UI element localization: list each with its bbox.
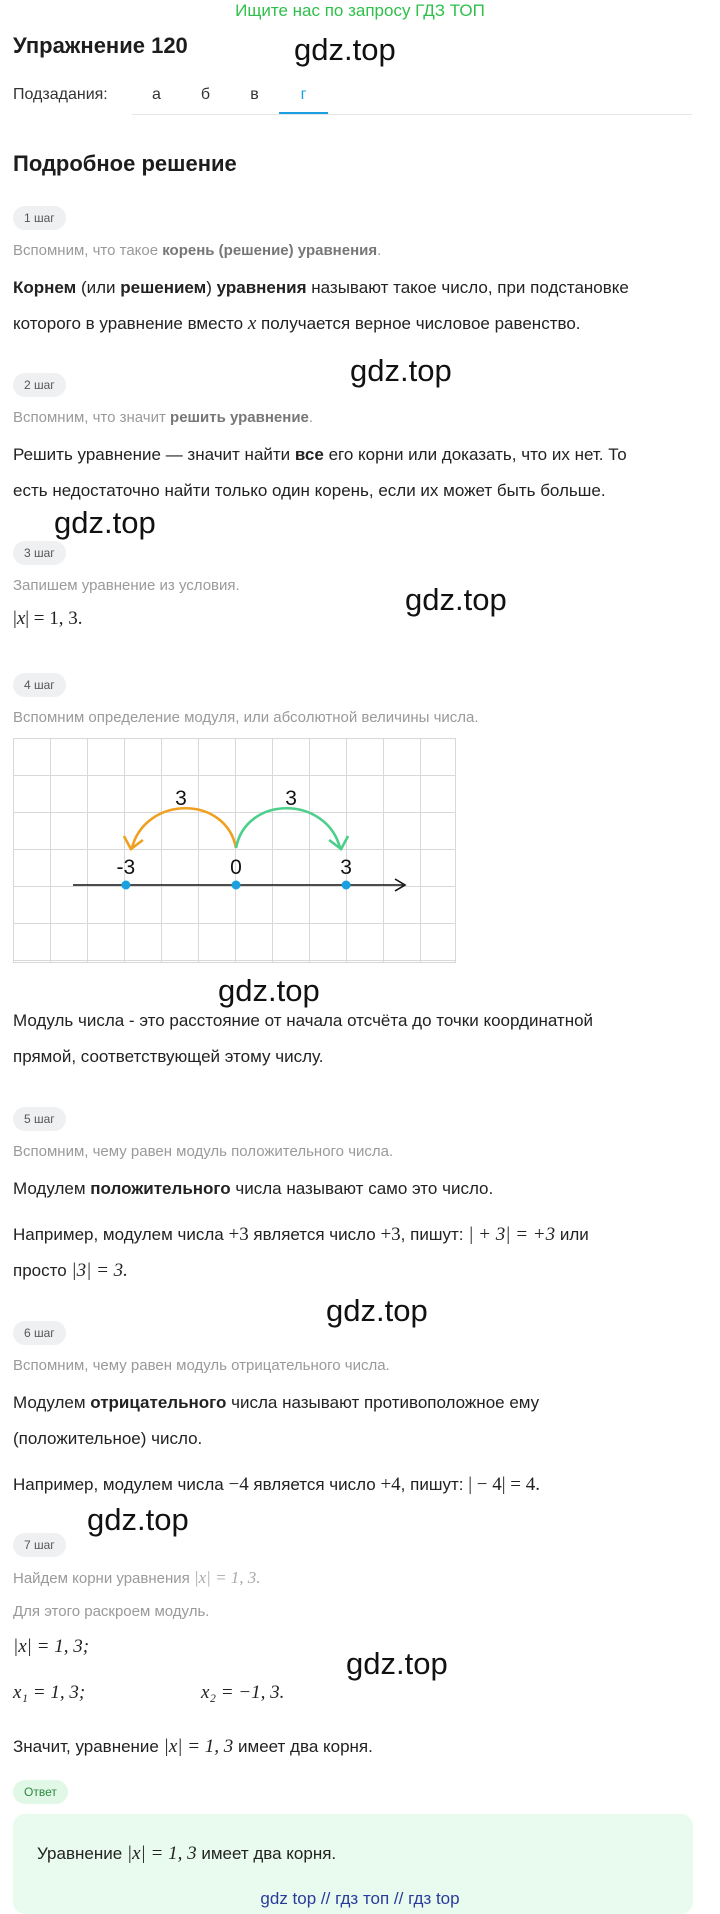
step-5-chip: 5 шаг — [13, 1107, 66, 1131]
step-7-conclusion: Значит, уравнение |x| = 1, 3 имеет два корня. — [13, 1736, 373, 1757]
step-5-text-2: Например, модулем числа +3 является число +3, пишут: | + 3| = +3 или просто |3| = 3. — [13, 1224, 589, 1281]
step-2-hint: Вспомним, что значит решить уравнение. — [13, 409, 314, 426]
answer-chip: Ответ — [13, 1780, 68, 1804]
step-2-text: Решить уравнение — значит найти все его корни или доказать, что их нет. То есть недостаточно найти только один корень, если их может быть больше. — [13, 445, 627, 500]
step-7-chip: 7 шаг — [13, 1533, 66, 1557]
step-3-chip: 3 шаг — [13, 541, 66, 565]
step-7-hint-2: Для этого раскроем модуль. — [13, 1603, 210, 1620]
point-dot — [121, 881, 130, 890]
tab-a[interactable]: а — [152, 86, 161, 103]
exercise-title: Упражнение 120 — [13, 33, 188, 58]
step-7-eq-2-left: x₁ = 1, 3; — [13, 1682, 86, 1703]
top-banner[interactable]: Ищите нас по запросу ГДЗ ТОП — [235, 1, 485, 20]
step-5-hint: Вспомним, чему равен модуль положительного числа. — [13, 1143, 394, 1160]
watermark: gdz.top — [294, 32, 396, 67]
tab-v[interactable]: в — [250, 86, 259, 103]
step-6-hint: Вспомним, чему равен модуль отрицательного числа. — [13, 1357, 390, 1374]
point-dot — [342, 881, 351, 890]
right-arc-label: 3 — [285, 787, 297, 810]
right-arc — [236, 808, 340, 848]
watermark: gdz.top — [87, 1502, 189, 1537]
subtasks-label: Подзадания: — [13, 86, 108, 103]
step-5-text-1: Модулем положительного числа называют само это число. — [13, 1179, 494, 1198]
point-label: -3 — [116, 856, 136, 879]
footer-links[interactable]: gdz top // гдз топ // гдз top — [260, 1889, 460, 1908]
left-arc — [132, 808, 236, 848]
step-6-text-1: Модулем отрицательного числа называют противоположное ему (положительное) число. — [13, 1393, 540, 1448]
step-6-text-2: Например, модулем числа −4 является число +4, пишут: | − 4| = 4. — [13, 1474, 540, 1495]
watermark: gdz.top — [350, 353, 452, 388]
watermark: gdz.top — [326, 1293, 428, 1328]
step-1-hint: Вспомним, что такое корень (решение) уравнения. — [13, 242, 382, 259]
tabs-divider — [132, 114, 692, 115]
tab-g[interactable]: г — [279, 78, 328, 114]
watermark: gdz.top — [405, 582, 507, 617]
point-dot — [232, 881, 241, 890]
step-6-chip: 6 шаг — [13, 1321, 66, 1345]
step-3-equation: |x| = 1, 3. — [13, 608, 83, 629]
watermark: gdz.top — [218, 973, 320, 1008]
step-4-text: Модуль числа - это расстояние от начала отсчёта до точки координатной прямой, соответствующей этому числу. — [13, 1011, 594, 1066]
left-arc-label: 3 — [175, 787, 187, 810]
step-7-eq-1: |x| = 1, 3; — [13, 1636, 90, 1657]
step-4-hint: Вспомним определение модуля, или абсолютной величины числа. — [13, 709, 479, 726]
step-3-hint: Запишем уравнение из условия. — [13, 577, 240, 594]
step-1-chip: 1 шаг — [13, 206, 66, 230]
step-7-eq-2-right: x₂ = −1, 3. — [201, 1682, 285, 1703]
step-7-hint-1: Найдем корни уравнения |x| = 1, 3. — [13, 1568, 261, 1587]
step-2-chip: 2 шаг — [13, 373, 66, 397]
subtask-tabs — [132, 78, 328, 114]
point-label: 3 — [340, 856, 352, 879]
solution-title: Подробное решение — [13, 151, 237, 176]
step-1-text: Корнем (или решением) уравнения называют такое число, при подстановке которого в уравнение вместо x получается верное числовое равенство. — [13, 278, 629, 334]
watermark: gdz.top — [346, 1646, 448, 1681]
point-label: 0 — [230, 856, 242, 879]
answer-text: Уравнение |x| = 1, 3 имеет два корня. — [37, 1843, 337, 1864]
number-line-diagram — [13, 738, 456, 963]
tab-b[interactable]: б — [200, 86, 211, 103]
grid-border — [14, 739, 456, 963]
watermark: gdz.top — [54, 505, 156, 540]
step-4-chip: 4 шаг — [13, 673, 66, 697]
